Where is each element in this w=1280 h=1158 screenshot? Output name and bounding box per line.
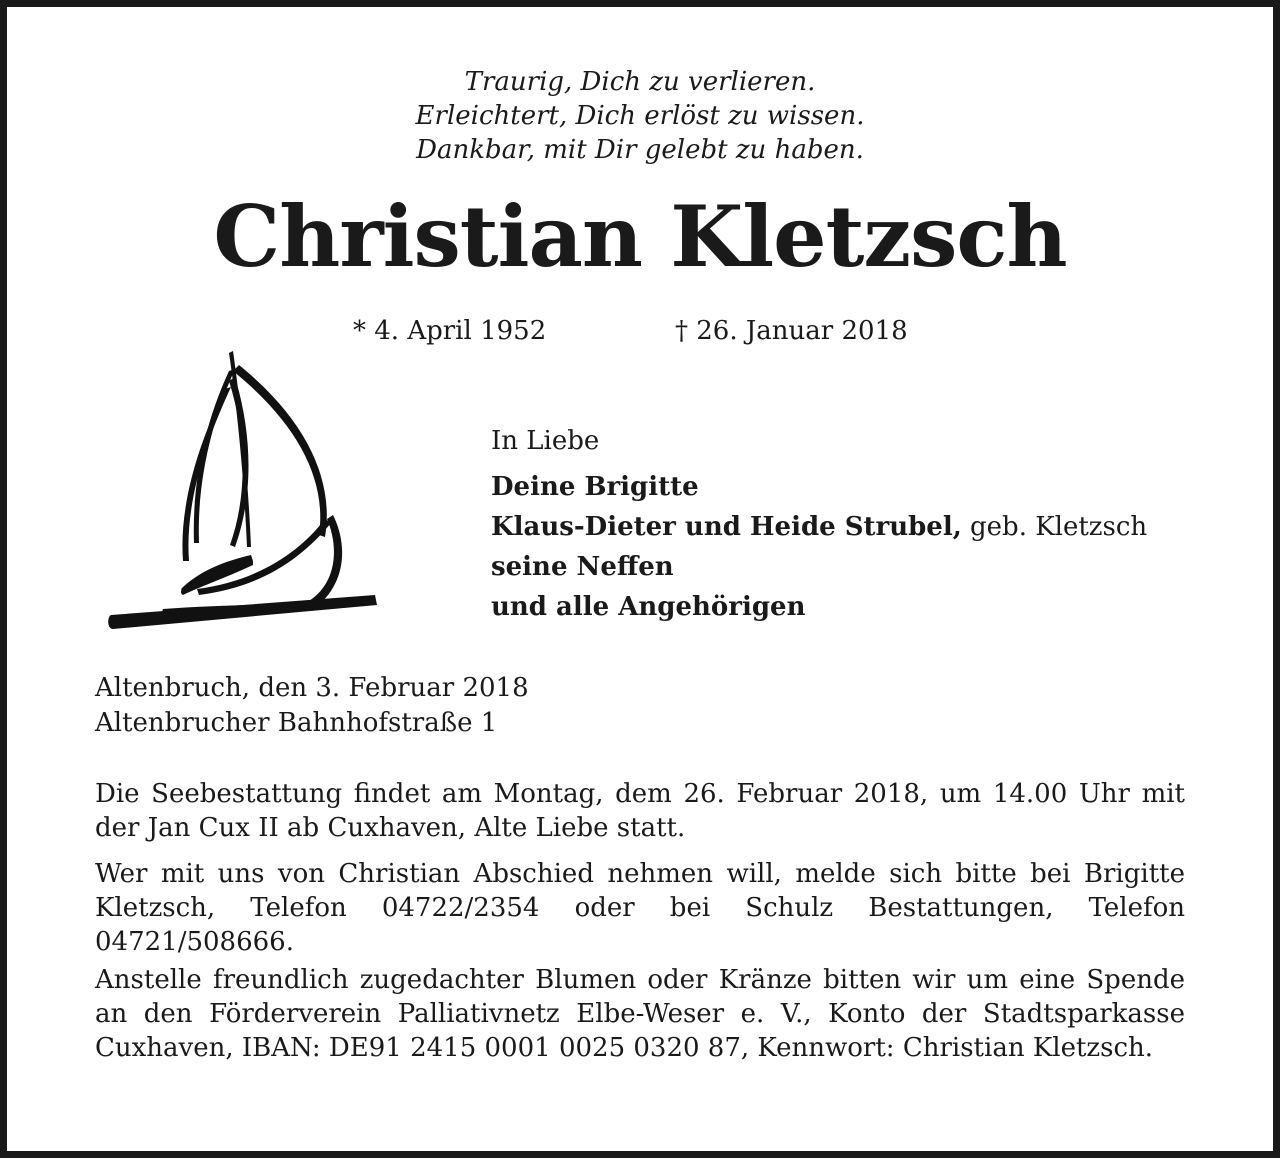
donation-paragraph: Anstelle freundlich zugedachter Blumen oder Kränze bitten wir um eine Spende an den Förderverein Palliativnetz Elbe-Weser e. V., Konto der Stadtsparkasse Cuxhaven, IBAN: DE91 2415 0001 0025 0320 87, Kennwort: Christian Kletzsch.: [95, 965, 1185, 1063]
place-date: Altenbruch, den 3. Februar 2018: [95, 673, 529, 703]
funeral-paragraph: Die Seebestattung findet am Montag, dem 26. Februar 2018, um 14.00 Uhr mit der Jan Cux II ab Cuxhaven, Alte Liebe statt.: [95, 779, 1185, 843]
mourner-line-2-names: Klaus-Dieter und Heide Strubel,: [491, 512, 962, 542]
mourners-intro: In Liebe: [491, 426, 600, 456]
address: Altenbrucher Bahnhofstraße 1: [95, 708, 498, 738]
mourner-line-1: Deine Brigitte: [491, 472, 699, 502]
mourner-line-2: [491, 507, 1211, 547]
mourners-list: [491, 421, 1211, 627]
poem-verse: [7, 65, 1273, 167]
poem-line-2: Erleichtert, Dich erlöst zu wissen.: [415, 101, 865, 131]
birth-date: * 4. April 1952: [353, 316, 547, 346]
poem-line-3: Dankbar, mit Dir gelebt zu haben.: [416, 135, 864, 165]
place-block: [95, 671, 1185, 741]
deceased-name: Christian Kletzsch: [213, 187, 1067, 286]
mourner-line-2-note: geb. Kletzsch: [970, 512, 1148, 542]
farewell-paragraph: Wer mit uns von Christian Abschied nehmen will, melde sich bitte bei Brigitte Kletzsch, Telefon 04722/2354 oder bei Schulz Bestattungen, Telefon 04721/508666.: [95, 859, 1185, 957]
poem-line-1: Traurig, Dich zu verlieren.: [464, 67, 816, 97]
mourner-line-3: seine Neffen: [491, 552, 674, 582]
death-date: † 26. Januar 2018: [675, 316, 908, 346]
mourner-line-4: und alle Angehörigen: [491, 592, 806, 622]
sailboat-icon: [103, 347, 393, 637]
